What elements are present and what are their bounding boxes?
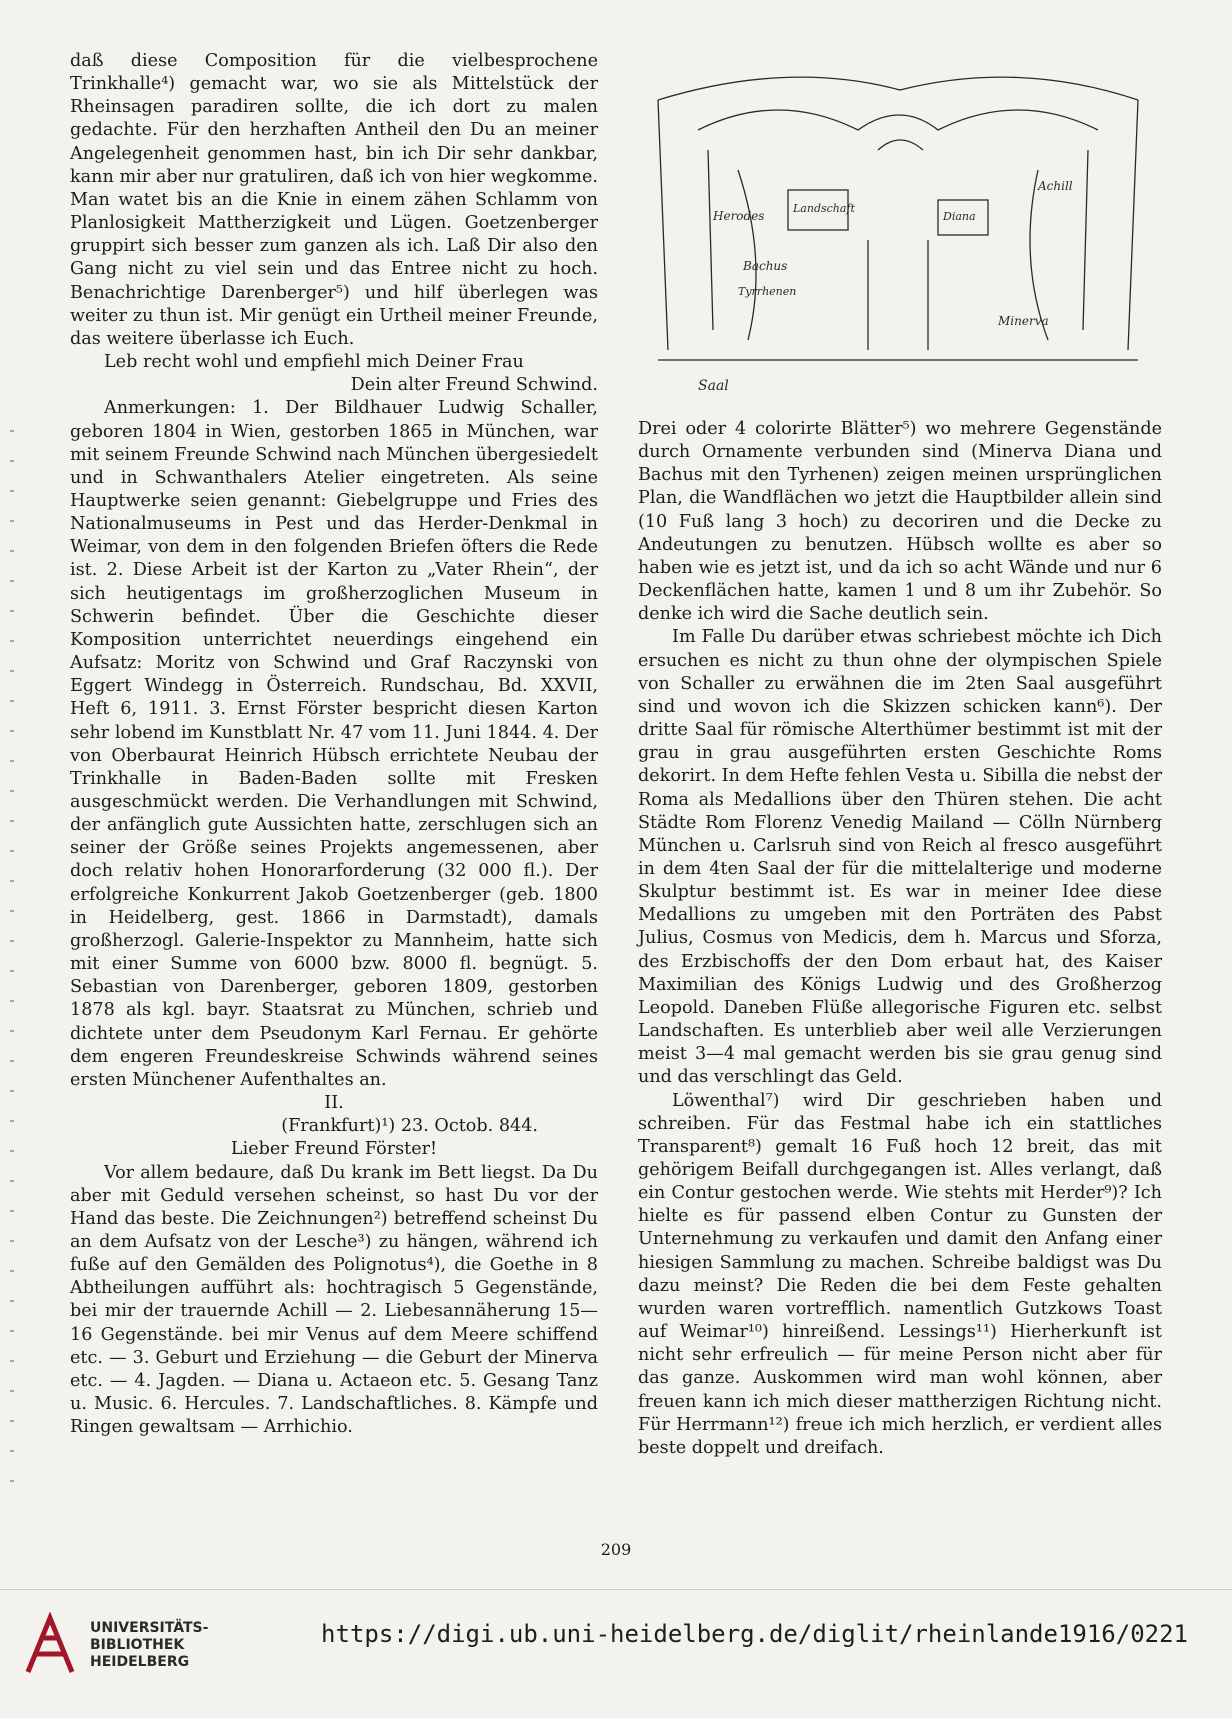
footer-bar (0, 1589, 1232, 1718)
letter-date: (Frankfurt)¹) 23. Octob. 844. (281, 1116, 538, 1137)
letter-text-continued: Drei oder 4 colorirte Blätter⁵) wo mehrere Gegenstände durch Ornamente verbunden sind (Minerva Diana und Bachus mit den Tyrhenen) zeigen meinen ursprünglichen Plan, die Wandflächen wo jetzt die Hauptbilder allein sind (10 Fuß lang 3 hoch) zu decoriren und die Decke zu Andeutungen zu benutzen. Hübsch wollte es aber so haben wie es jetzt ist, und da ich so acht Wände und nur 6 Deckenflächen hatte, kamen 1 und 8 um ihr Zubehör. So denke ich wird die Sache deutlich sein. (638, 419, 1162, 625)
sketch-caption: Saal (698, 378, 729, 394)
sketch-label: Tyrrhenen (738, 285, 797, 298)
right-column (638, 418, 1162, 1460)
library-logo-icon (22, 1612, 78, 1678)
sketch-label: Landschaft (793, 202, 855, 215)
library-name: UNIVERSITÄTS- BIBLIOTHEK HEIDELBERG (90, 1620, 209, 1670)
left-column (70, 50, 598, 1439)
letter-paragraph: Löwenthal⁷) wird Dir geschrieben haben und schreiben. Für das Festmal habe ich ein stattliches Transparent⁸) gemalt 16 Fuß hoch 12 breit, das mit gehörigem Beifall durchgegangen ist. Alles verlangt, daß ein Contur gestochen werde. Wie stehts mit Herder⁹)? Ich hielte es für passend elben Contur zu Gunsten der Unternehmung zu verkaufen und damit den Anfang einer hiesigen Sammlung zu machen. Schreibe baldigst was Du dazu meinst? Die Reden die bei dem Feste gehalten wurden waren vortrefflich. namentlich Gutzkows Toast auf Weimar¹⁰) hinreißend. Lessings¹¹) Hierherkunft ist nicht sehr erfreulich — für meine Person nicht aber für das ganze. Auskommen wird man wohl können, aber freuen kann ich mich dieser mattherzigen Richtung nicht. Für Herrmann¹²) freue ich mich herzlich, er verdient alles beste doppelt und dreifach. (638, 1090, 1162, 1458)
page-number: 209 (600, 1540, 632, 1559)
sketch-label: Achill (1038, 179, 1073, 193)
architectural-sketch (638, 60, 1162, 408)
letter-body: Vor allem bedaure, daß Du krank im Bett liegst. Da Du aber mit Geduld versehen scheinst, so hast Du vor der Hand das beste. Die Zeichnungen²) betreffend scheinst Du an dem Aufsatz von der Lesche³) zu hängen, während ich fuße auf den Gemälden des Polignotus⁴), die Goethe in 8 Abtheilungen aufführt als: hochtragisch 5 Gegenstände, bei mir der trauernde Achill — 2. Liebesannäherung 15—16 Gegenstände. bei mir Venus auf dem Meere schiffend etc. — 3. Geburt und Erziehung — die Geburt der Minerva etc. — 4. Jagden. — Diana u. Actaeon etc. 5. Gesang Tanz u. Music. 6. Hercules. 7. Landschaftliches. 8. Kämpfe und Ringen gewaltsam — Arrhichio. (70, 1162, 598, 1438)
section-number: II. (324, 1093, 344, 1114)
source-url-link[interactable]: https://digi.ub.uni-heidelberg.de/diglit/rheinlande1916/0221 (321, 1620, 1188, 1648)
closing-line: Leb recht wohl und empfiehl mich Deiner Frau (104, 352, 524, 373)
sketch-label: Diana (943, 210, 976, 223)
sketch-label: Minerva (998, 314, 1049, 328)
letter-paragraph: Im Falle Du darüber etwas schriebest möchte ich Dich ersuchen es nicht zu thun ohne der olympischen Spiele von Schaller zu erwähnen die im 2ten Saal ausgeführt sind und wovon ich die Skizzen schicken kann⁶). Der dritte Saal für römische Alterthümer bestimmt ist mit der grau in grau ausgeführten ersten Geschichte Roms dekorirt. In dem Hefte fehlen Vesta u. Sibilla die nebst der Roma als Medallions über den Thüren stehen. Die acht Städte Rom Florenz Venedig Mailand — Cölln Nürnberg München u. Carlsruh sind von Reich al fresco ausgeführt in dem 4ten Saal der für die mittelalterige und moderne Skulptur bestimmt ist. Es war in meiner Idee diese Medallions zu umgeben mit den Porträten des Pabst Julius, Cosmus von Medicis, dem h. Marcus und Sforza, des Erzbischoffs der den Dom erbaut hat, des Kaiser Maximilian des Königs Ludwig und des Großherzog Leopold. Daneben Flüße allegorische Figuren etc. selbst Landschaften. Es unterblieb aber weil alle Verzierungen meist 3—4 mal gemacht werden bis sie grau genug sind und das verschlingt das Geld. (638, 627, 1162, 1088)
signature-line: Dein alter Freund Schwind. (350, 375, 598, 396)
letter-text: daß diese Composition für die vielbesprochene Trinkhalle⁴) gemacht war, wo sie als Mittelstück der Rheinsagen paradiren sollte, die ich dort zu malen gedachte. Für den herzhaften Antheil den Du an meiner Angelegenheit genommen hast, bin ich Dir sehr dankbar, kann mir aber nur gratuliren, daß ich von hier wegkomme. Man watet bis an die Knie in einem zähen Schlamm von Planlosigkeit Mattherzigkeit und Lügen. Goetzenberger gruppirt sich besser zum ganzen als ich. Laß Dir also den Gang nicht zu viel sein und das Entree nicht zu hoch. Benachrichtige Darenberger⁵) und hilf überlegen was weiter zu thun ist. Mir genügt ein Urtheil meiner Freunde, das weitere überlasse ich Euch. (70, 51, 598, 349)
footnotes: Anmerkungen: 1. Der Bildhauer Ludwig Schaller, geboren 1804 in Wien, gestorben 1865 in München, war mit seinem Freunde Schwind nach München übergesiedelt und in Schwanthalers Atelier eingetreten. Als seine Hauptwerke seien genannt: Giebelgruppe und Fries des Nationalmuseums in Pest und das Herder-Denkmal in Weimar, von dem in den folgenden Briefen öfters die Rede ist. 2. Diese Arbeit ist der Karton zu „Vater Rhein“, der sich heutigentags im großherzoglichen Museum in Schwerin befindet. Über die Geschichte dieser Komposition unterrichtet neuerdings eingehend ein Aufsatz: Moritz von Schwind und Graf Raczynski von Eggert Windegg in Österreich. Rundschau, Bd. XXVII, Heft 6, 1911. 3. Ernst Förster bespricht diesen Karton sehr lobend im Kunstblatt Nr. 47 vom 11. Juni 1844. 4. Der von Oberbaurat Heinrich Hübsch errichtete Neubau der Trinkhalle in Baden-Baden sollte mit Fresken ausgeschmückt werden. Die Verhandlungen mit Schwind, der anfänglich gute Aussichten hatte, zerschlugen sich an seiner der Größe seines Projekts angemessenen, aber doch relativ hohen Honorarforderung (32 000 fl.). Der erfolgreiche Konkurrent Jakob Goetzenberger (geb. 1800 in Heidelberg, gest. 1866 in Darmstadt), damals großherzogl. Galerie-Inspektor zu Mannheim, hatte sich mit einer Summe von 6000 bzw. 8000 fl. begnügt. 5. Sebastian von Darenberger, geboren 1809, gestorben 1878 als kgl. bayr. Staatsrat zu München, schrieb und dichtete unter dem Pseudonym Karl Fernau. Er gehörte dem engeren Freundeskreise Schwinds während seines ersten Münchener Aufenthaltes an. (70, 398, 598, 1090)
sketch-label: Bachus (743, 259, 788, 273)
scan-edge-marks (10, 430, 14, 1510)
sketch-label: Herodes (713, 209, 765, 223)
salutation: Lieber Freund Förster! (230, 1139, 438, 1160)
